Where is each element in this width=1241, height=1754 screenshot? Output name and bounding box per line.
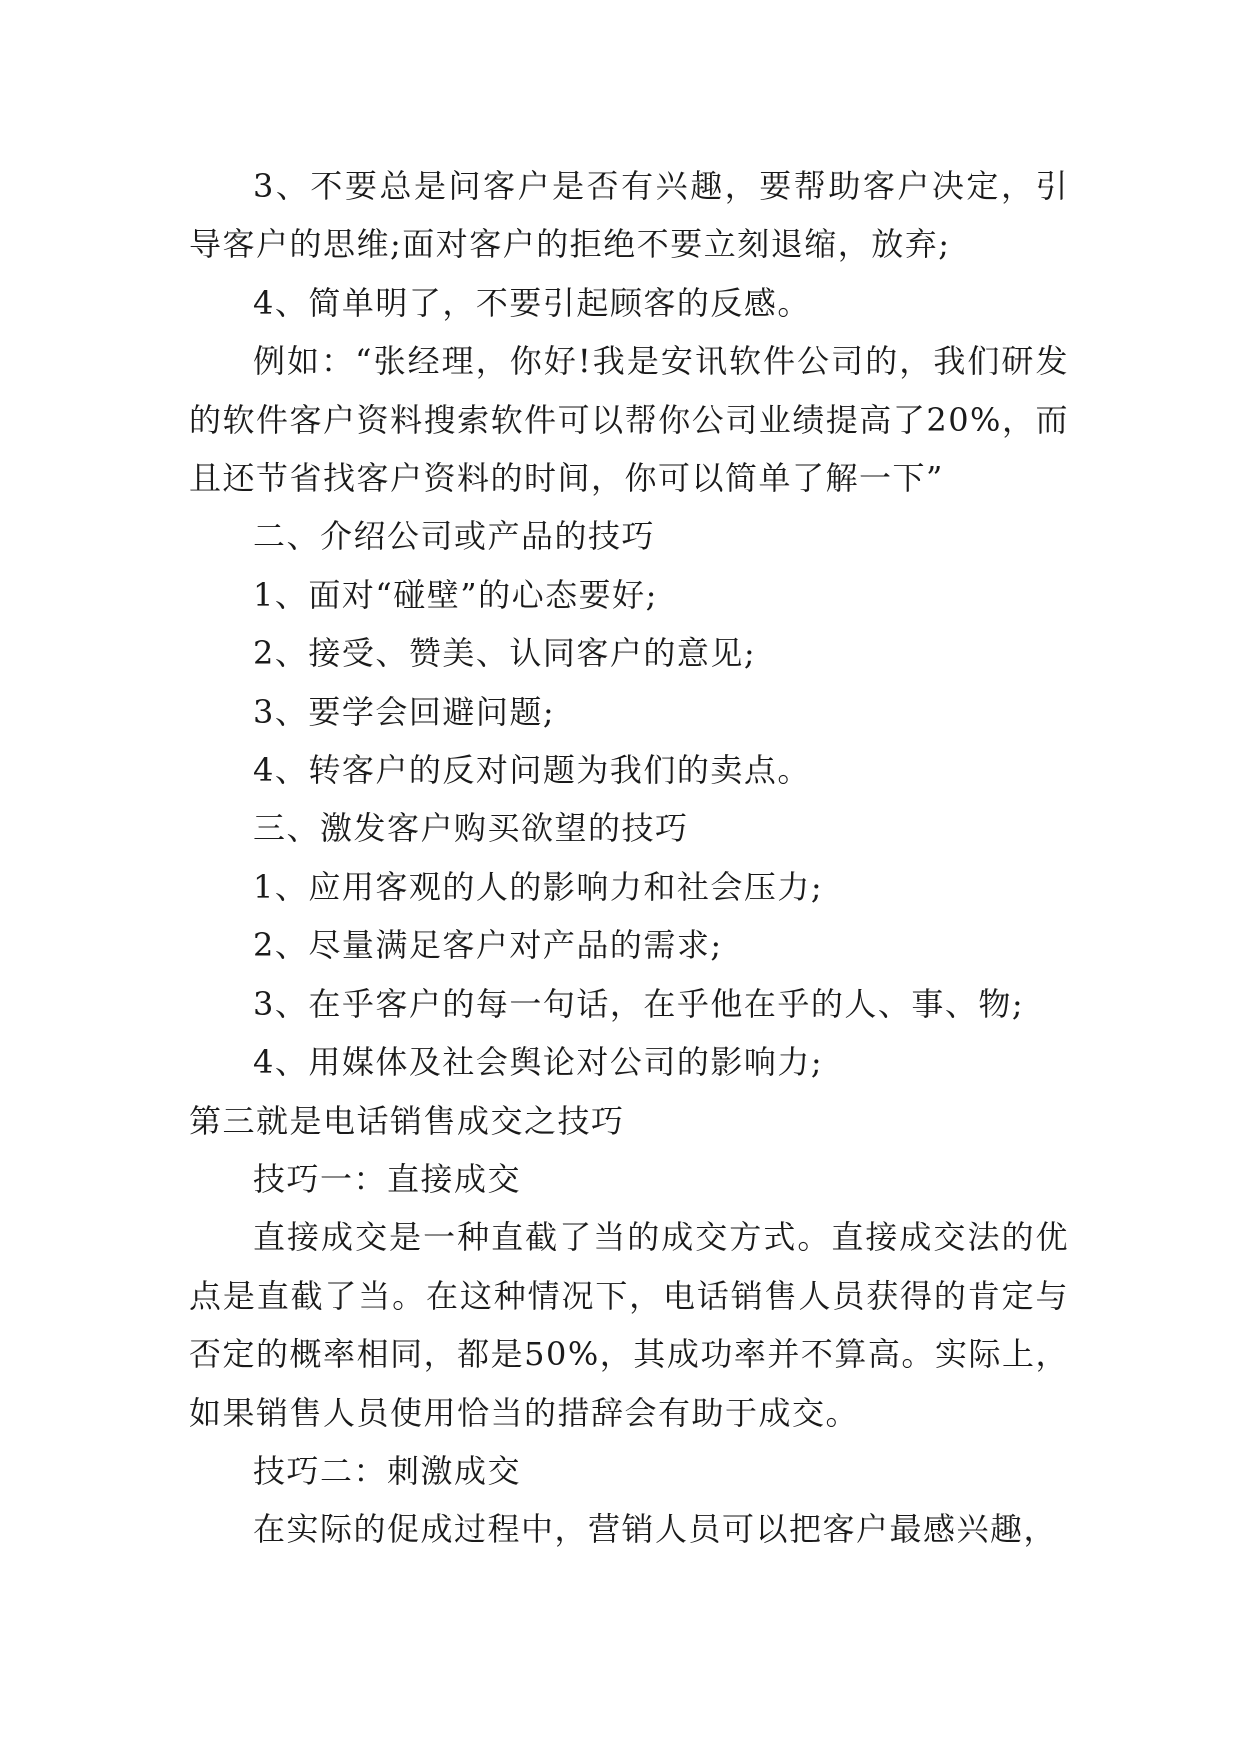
list-item: 3、在乎客户的每一句话，在乎他在乎的人、事、物;	[253, 984, 1025, 1023]
list-item: 3、要学会回避问题;	[253, 692, 556, 731]
list-item: 1、应用客观的人的影响力和社会压力;	[253, 867, 824, 906]
section-heading: 三、激发客户购买欲望的技巧	[253, 809, 689, 848]
paragraph: 4、简单明了，不要引起顾客的反感。	[253, 283, 811, 322]
section-heading: 二、介绍公司或产品的技巧	[253, 517, 656, 556]
list-item: 1、面对“碰壁”的心态要好;	[253, 575, 658, 614]
list-item: 2、尽量满足客户对产品的需求;	[253, 926, 723, 965]
paragraph: 在实际的促成过程中，营销人员可以把客户最感兴趣，	[253, 1510, 1058, 1549]
subsection-heading: 技巧一：直接成交	[253, 1159, 522, 1198]
paragraph: 直接成交是一种直截了当的成交方式。直接成交法的优点是直截了当。在这种情况下，电话销售人员获得的肯定与否定的概率相同，都是50%，其成功率并不算高。实际上，如果销售人员使用恰当的措辞会有助于成交。	[189, 1218, 1069, 1432]
subsection-heading: 技巧二：刺激成交	[253, 1451, 522, 1490]
list-item: 4、转客户的反对问题为我们的卖点。	[253, 751, 811, 790]
document-body	[189, 157, 1069, 1559]
section-heading: 第三就是电话销售成交之技巧	[189, 1101, 625, 1140]
paragraph: 例如：“张经理，你好!我是安讯软件公司的，我们研发的软件客户资料搜索软件可以帮你公司业绩提高了20%，而且还节省找客户资料的时间，你可以简单了解一下”	[189, 342, 1069, 498]
paragraph: 3、不要总是问客户是否有兴趣，要帮助客户决定，引导客户的思维;面对客户的拒绝不要立刻退缩，放弃;	[189, 167, 1069, 264]
list-item: 4、用媒体及社会舆论对公司的影响力;	[253, 1043, 824, 1082]
list-item: 2、接受、赞美、认同客户的意见;	[253, 634, 757, 673]
